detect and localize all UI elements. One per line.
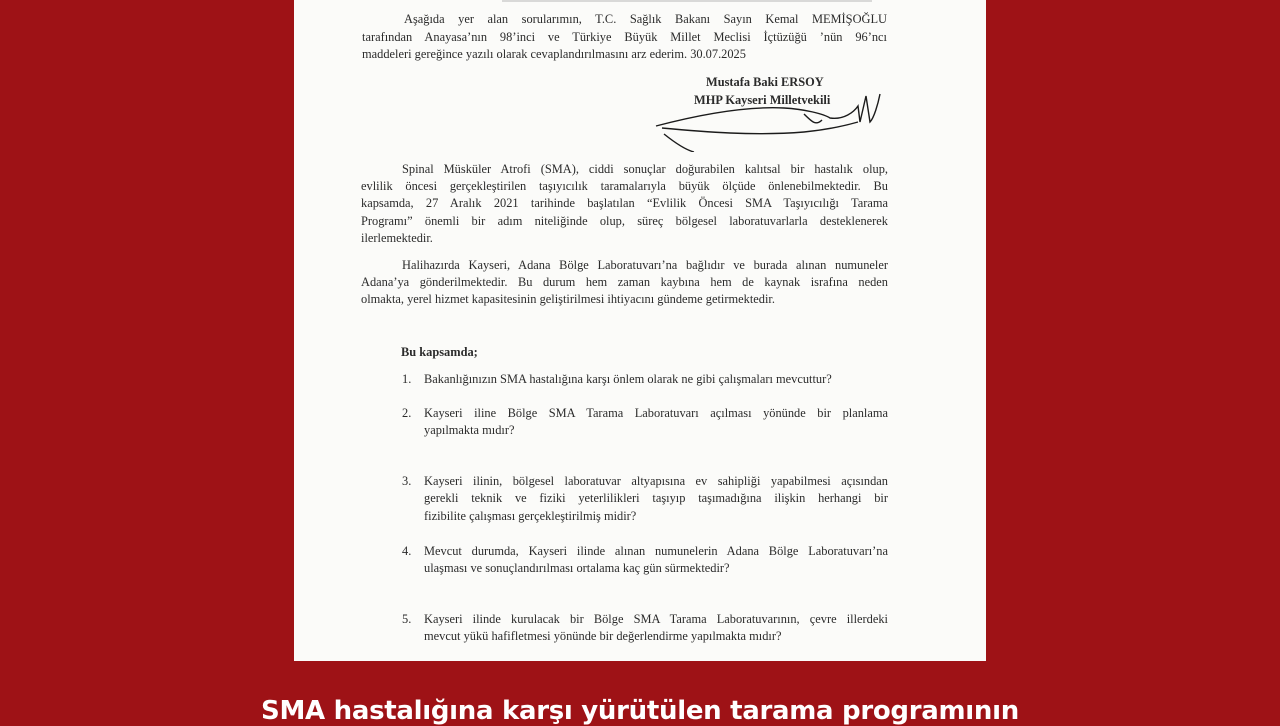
question-5-line-2: mevcut yükü hafifletmesi yönünde bir değerlendirme yapılmakta mıdır?: [424, 629, 782, 643]
para1-line-1: Spinal Müsküler Atrofi (SMA), ciddi sonuçlar doğurabilen kalıtsal bir hastalık olup,: [402, 162, 888, 176]
para1-line-5: ilerlemektedir.: [361, 231, 433, 245]
para1-line-3: kapsamda, 27 Aralık 2021 tarihinde başlatılan “Evlilik Öncesi SMA Taşıyıcılığı Tarama: [361, 196, 888, 210]
question-5-number: 5.: [402, 612, 412, 626]
questions-heading: Bu kapsamda;: [401, 345, 478, 359]
para2-line-3: olmakta, yerel hizmet kapasitesinin geliştirilmesi ihtiyacını gündeme getirmektedir.: [361, 292, 775, 306]
para2-line-1: Halihazırda Kayseri, Adana Bölge Laboratuvarı’na bağlıdır ve burada alınan numuneler: [402, 258, 888, 272]
question-4-line-2: ulaşması ve sonuçlandırılması ortalama kaç gün sürmektedir?: [424, 561, 730, 575]
question-5-line-1: Kayseri ilinde kurulacak bir Bölge SMA Tarama Laboratuvarının, çevre illerdeki: [424, 612, 888, 626]
signer-title: MHP Kayseri Milletvekili: [694, 93, 831, 107]
para2-line-2: Adana’ya gönderilmektedir. Bu durum hem zaman kaybına hem de kaynak israfına neden: [361, 275, 888, 289]
question-3-line-3: fizibilite çalışması gerçekleştirilmiş midir?: [424, 509, 637, 523]
question-2-line-2: yapılmakta mıdır?: [424, 423, 515, 437]
question-3-line-1: Kayseri ilinin, bölgesel laboratuvar altyapısına ev sahipliği yapabilmesi açısından: [424, 474, 888, 488]
para1-line-2: evlilik öncesi gerçekleştirilen taşıyıcılık taramalarıyla büyük ölçüde önlenebilmektedir. Bu: [361, 179, 888, 193]
handwritten-signature: [654, 92, 890, 152]
question-1-number: 1.: [402, 372, 412, 386]
question-3-line-2: gerekli teknik ve fiziki yeterlilikleri taşıyıp taşımadığına ilişkin herhangi bir: [424, 491, 888, 505]
question-4-number: 4.: [402, 544, 412, 558]
intro-line-1: Aşağıda yer alan sorularımın, T.C. Sağlık Bakanı Sayın Kemal MEMİŞOĞLU: [404, 12, 887, 26]
signer-name: Mustafa Baki ERSOY: [706, 75, 824, 89]
question-2-line-1: Kayseri iline Bölge SMA Tarama Laboratuvarı açılması yönünde bir planlama: [424, 406, 888, 420]
news-caption: SMA hastalığına karşı yürütülen tarama programının: [261, 696, 1019, 726]
question-1-line-1: Bakanlığınızın SMA hastalığına karşı önlem olarak ne gibi çalışmaları mevcuttur?: [424, 372, 832, 386]
para1-line-4: Programı” önemli bir adım niteliğinde olup, süreç bölgesel laboratuvarlarla desteklenerek: [361, 214, 888, 228]
question-2-number: 2.: [402, 406, 412, 420]
cut-off-heading: [502, 0, 872, 2]
question-3-number: 3.: [402, 474, 412, 488]
intro-line-3: maddeleri gereğince yazılı olarak cevaplandırılmasını arz ederim. 30.07.2025: [362, 47, 746, 61]
document-page: [294, 0, 986, 661]
intro-line-2: tarafından Anayasa’nın 98’inci ve Türkiye Büyük Millet Meclisi İçtüzüğü ’nün 96’ncı: [362, 30, 887, 44]
question-4-line-1: Mevcut durumda, Kayseri ilinde alınan numunelerin Adana Bölge Laboratuvarı’na: [424, 544, 888, 558]
